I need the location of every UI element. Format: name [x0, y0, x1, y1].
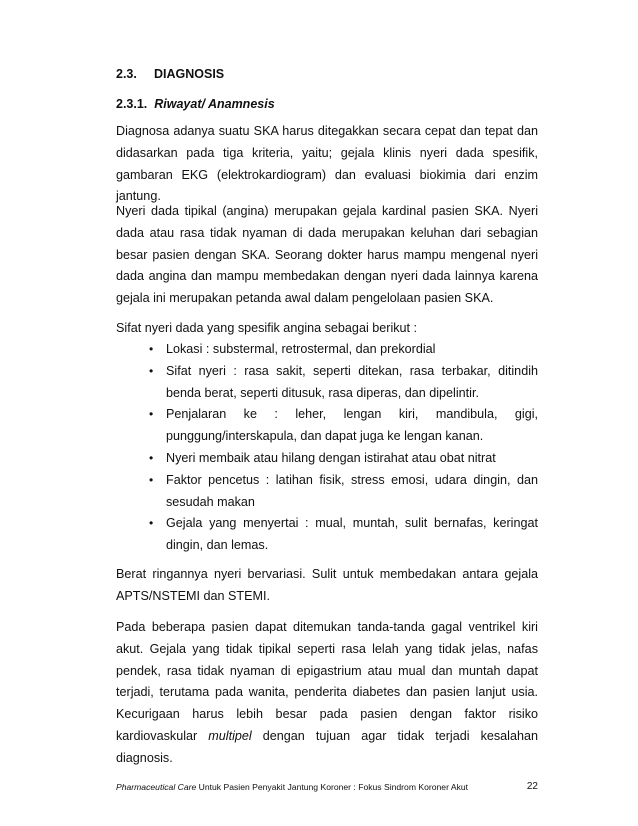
list-item — [148, 470, 538, 514]
list-item — [148, 448, 538, 470]
subsection-number: 2.3.1. — [116, 97, 148, 111]
bullet-icon: • — [149, 450, 154, 465]
list-item — [148, 513, 538, 557]
bullet-icon: • — [149, 363, 154, 378]
paragraph-atypical-symptoms — [116, 617, 538, 770]
subsection-heading — [116, 97, 275, 111]
paragraph-severity-variation: Berat ringannya nyeri bervariasi. Sulit untuk membedakan antara gejala APTS/NSTEMI dan STEMI. — [116, 567, 538, 603]
subsection-title: Riwayat/ Anamnesis — [154, 97, 275, 111]
list-item-text: Faktor pencetus : latihan fisik, stress emosi, udara dingin, dan sesudah makan — [166, 472, 538, 509]
footer-italic-title: Pharmaceutical Care — [116, 782, 197, 792]
paragraph-text-start: Pada beberapa pasien dapat ditemukan tanda-tanda gagal ventrikel kiri akut. Gejala yang tidak tipikal seperti rasa lelah yang tidak jelas, nafas pendek, rasa tidak nyaman di epigastrium atau mual dan muntah dapat terjadi, terutama pada wanita, penderita diabetes dan pasien lanjut usia. Kecurigaan harus lebih besar pada pasien dengan faktor risiko kardiovaskular — [116, 620, 538, 743]
list-item — [148, 404, 538, 448]
paragraph-italic-term: multipel — [208, 728, 252, 743]
page-footer — [116, 782, 538, 792]
paragraph-diagnosis-criteria: Diagnosa adanya suatu SKA harus ditegakkan secara cepat dan tepat dan didasarkan pada tiga kriteria, yaitu; gejala klinis nyeri dada spesifik, gambaran EKG (elektrokardiogram) dan evaluasi biokimia dari enzim jantung. — [116, 124, 538, 204]
list-item-text: Penjalaran ke : leher, lengan kiri, mandibula, gigi, punggung/interskapula, dan dapat juga ke lengan kanan. — [166, 407, 538, 444]
footer-title-rest: Untuk Pasien Penyakit Jantung Koroner : Fokus Sindrom Koroner Akut — [196, 782, 469, 792]
paragraph-angina-characteristics-intro: Sifat nyeri dada yang spesifik angina sebagai berikut : — [116, 321, 418, 335]
list-item-text: Gejala yang menyertai : mual, muntah, sulit bernafas, keringat dingin, dan lemas. — [166, 516, 538, 553]
page-number: 22 — [526, 781, 538, 792]
paragraph-text-end: dengan tujuan agar tidak terjadi kesalahan diagnosis. — [116, 728, 538, 765]
list-item — [148, 339, 538, 361]
section-number: 2.3. — [116, 67, 137, 81]
list-item-text: Lokasi : substermal, retrostermal, dan prekordial — [166, 342, 436, 356]
list-item-text: Nyeri membaik atau hilang dengan istirahat atau obat nitrat — [166, 450, 496, 465]
bullet-icon: • — [149, 342, 154, 356]
bullet-icon: • — [149, 472, 154, 487]
bullet-icon: • — [149, 516, 154, 531]
section-heading — [116, 67, 224, 81]
paragraph-typical-chest-pain: Nyeri dada tipikal (angina) merupakan gejala kardinal pasien SKA. Nyeri dada atau rasa tidak nyaman di dada merupakan keluhan dari sebagian besar pasien dengan SKA. Seorang dokter harus mampu mengenal nyeri dada angina dan mampu membedakan dengan nyeri dada lainnya karena gejala ini merupakan petanda awal dalam pengelolaan pasien SKA. — [116, 204, 538, 306]
list-item-text: Sifat nyeri : rasa sakit, seperti ditekan, rasa terbakar, ditindih benda berat, seperti ditusuk, rasa diperas, dan dipelintir. — [166, 363, 538, 400]
angina-characteristics-list — [148, 339, 538, 557]
section-title: DIAGNOSIS — [154, 67, 225, 81]
bullet-icon: • — [149, 407, 154, 422]
list-item — [148, 361, 538, 405]
